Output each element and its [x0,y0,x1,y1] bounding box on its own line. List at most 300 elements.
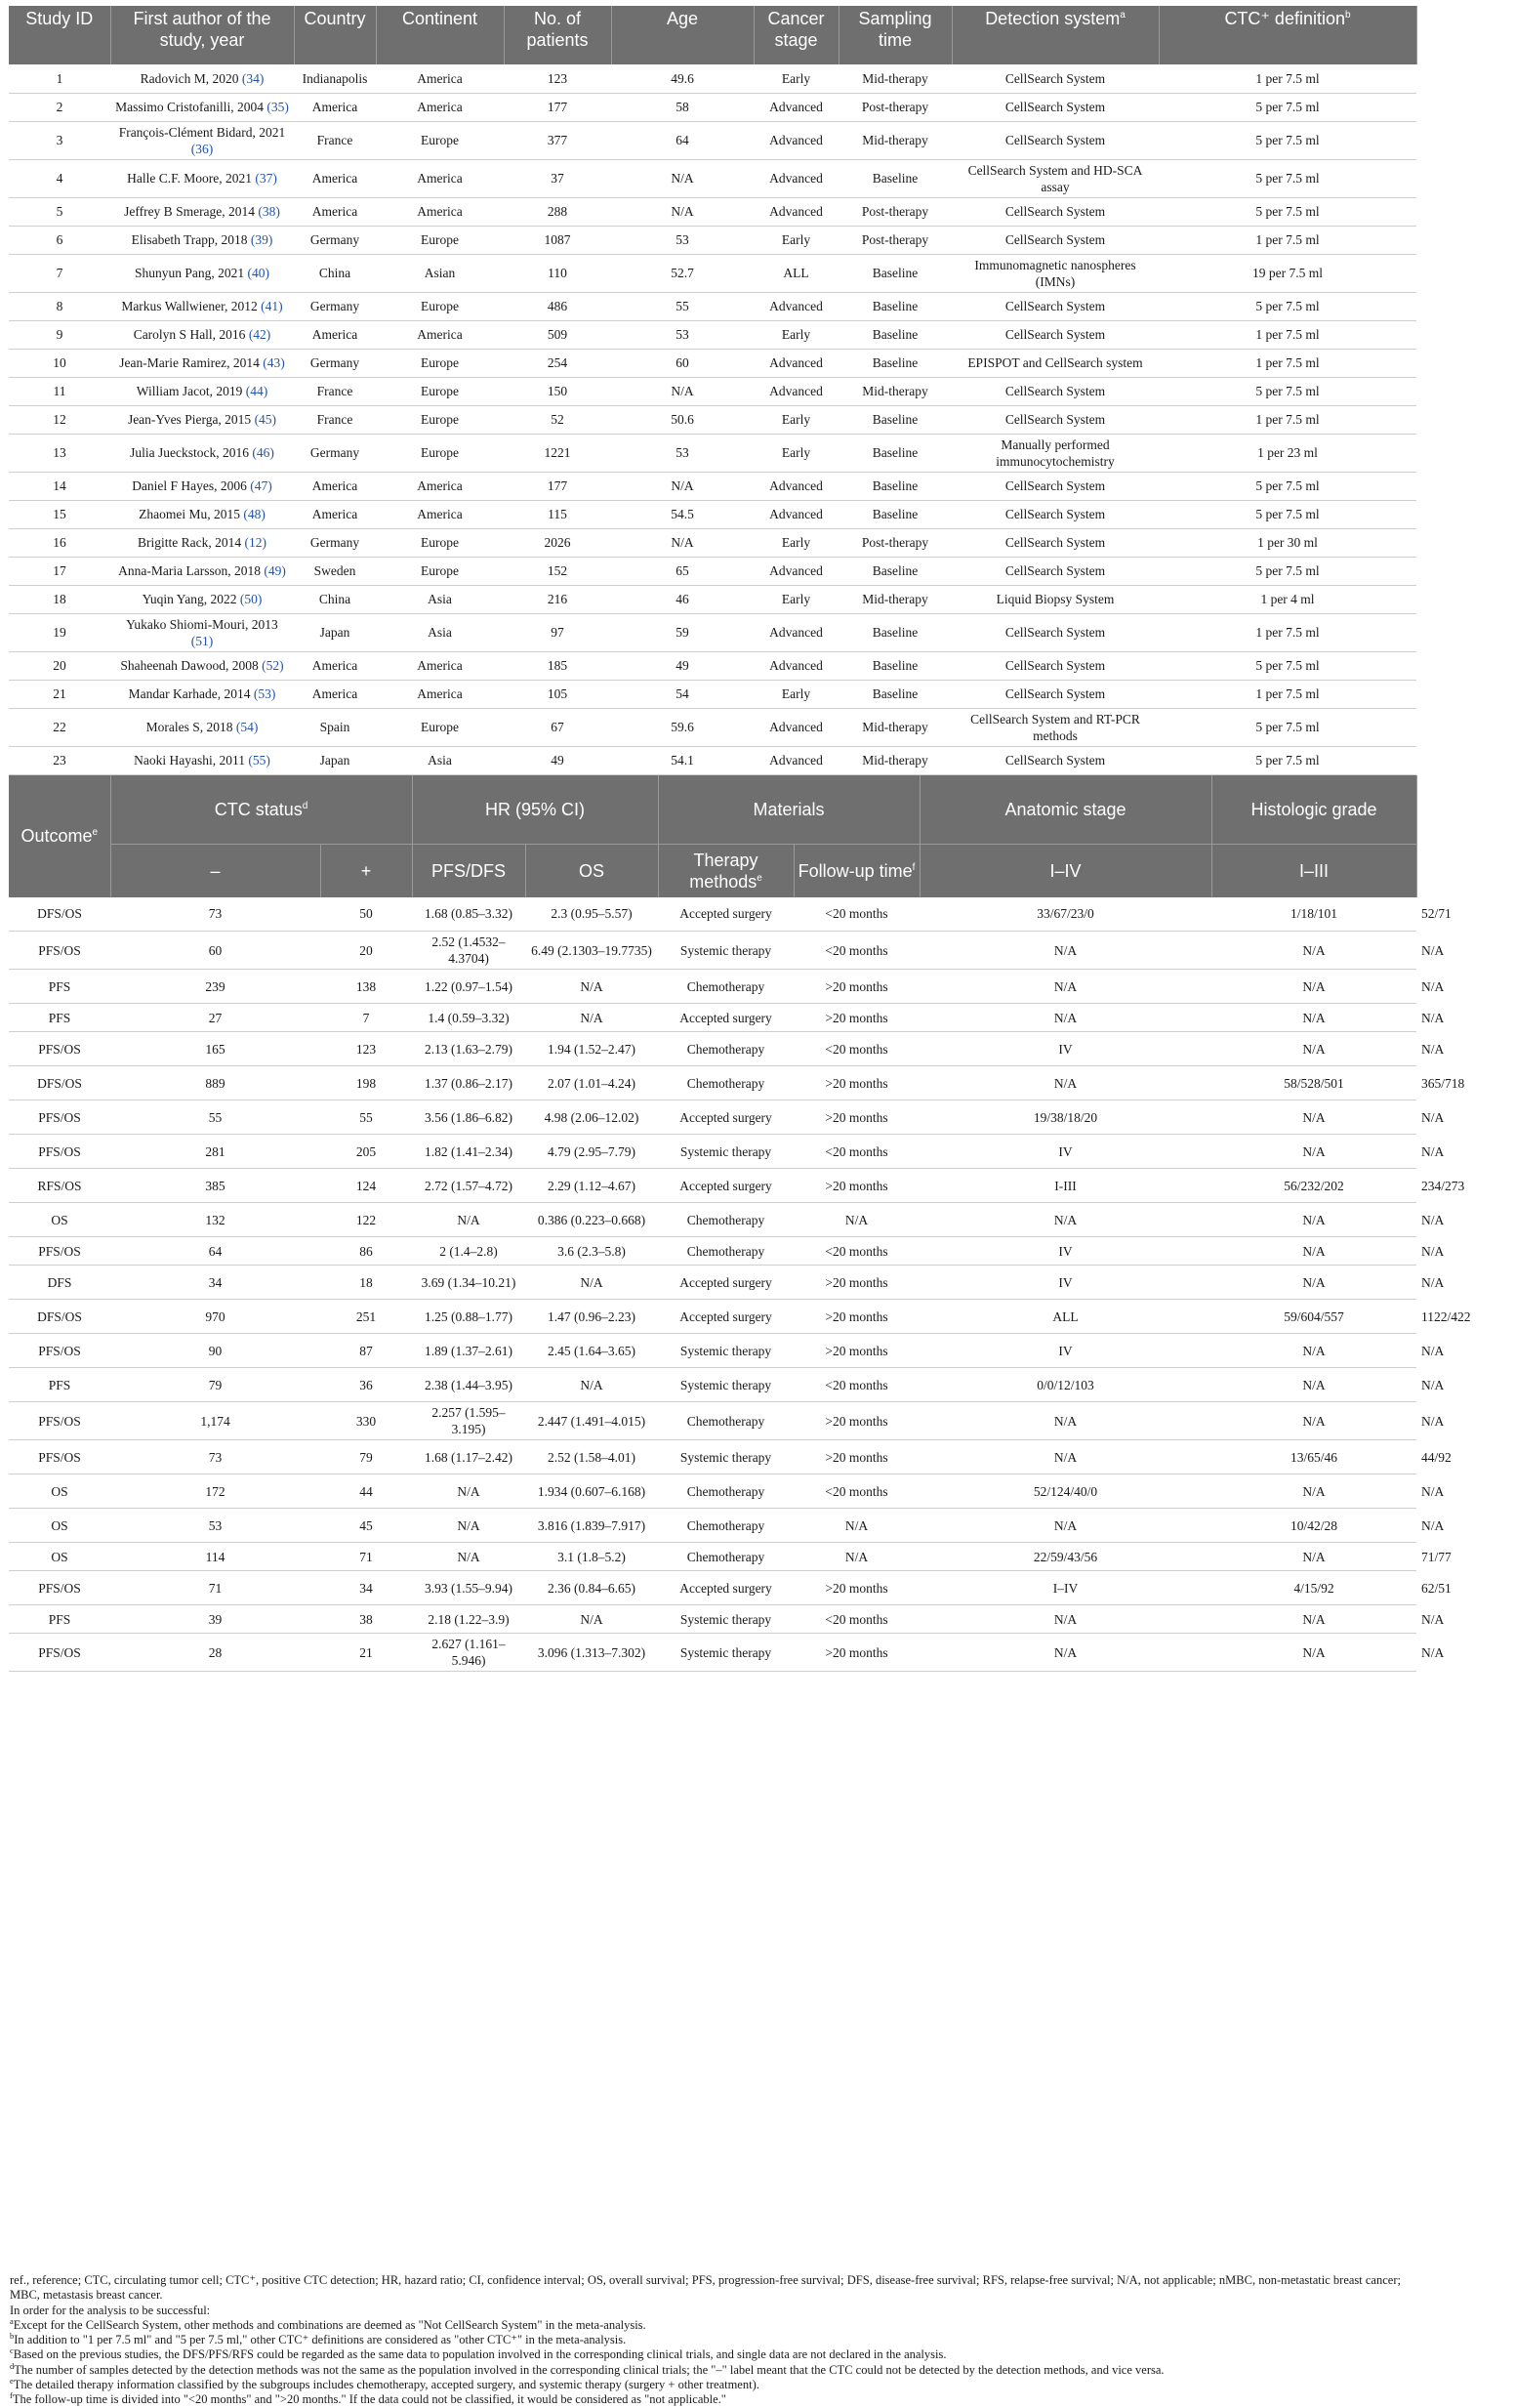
continent-cell: America [376,64,504,93]
hr-os-cell: 1.47 (0.96–2.23) [525,1300,658,1334]
author-cell [110,557,294,585]
stage-cell: Advanced [754,121,839,159]
histologic-grade-cell: 59/604/557 [1211,1300,1416,1334]
ctc-negative-cell: 73 [110,897,320,932]
study-id-cell: 13 [9,434,110,472]
reference-link[interactable]: (46) [252,445,274,460]
patients-cell: 377 [504,121,611,159]
stage-cell: Early [754,680,839,708]
header-ctc-negative: – [110,844,320,897]
author-name: Massimo Cristofanilli, 2004 [115,100,264,114]
study-id-cell: 16 [9,528,110,557]
country-cell: Japan [294,746,376,774]
reference-link[interactable]: (37) [255,171,277,186]
continent-cell: America [376,500,504,528]
reference-link[interactable]: (39) [250,232,273,247]
header-os: OS [525,844,658,897]
study-id-cell: 21 [9,680,110,708]
therapy-cell: Chemotherapy [658,1203,794,1237]
age-cell: N/A [611,159,754,197]
author-name: Julia Jueckstock, 2016 [130,445,249,460]
outcome-cell: DFS/OS [9,1066,110,1100]
histologic-grade-cell: N/A [1211,1334,1416,1368]
ctc-negative-cell: 114 [110,1543,320,1571]
author-name: Brigitte Rack, 2014 [138,535,242,550]
outcome-cell: DFS/OS [9,897,110,932]
header-materials: Materials [658,775,920,845]
ctc-positive-cell: 198 [320,1066,412,1100]
ctc-positive-cell: 34 [320,1571,412,1605]
detection-cell: CellSearch System [952,226,1159,254]
therapy-cell: Systemic therapy [658,1334,794,1368]
study-id-cell: 2 [9,93,110,121]
follow-up-cell: >20 months [794,1169,920,1203]
header-anatomic-stage: Anatomic stage [920,775,1211,845]
table-row [9,500,1416,528]
reference-link[interactable]: (44) [245,384,268,398]
outcome-cell: PFS/OS [9,1135,110,1169]
author-cell [110,349,294,377]
anatomic-stage-cell: N/A [920,970,1211,1004]
detection-cell: CellSearch System [952,557,1159,585]
histologic-grade-cell: N/A [1211,1135,1416,1169]
anatomic-stage-cell: 0/0/12/103 [920,1368,1211,1402]
author-name: Radovich M, 2020 [140,70,239,86]
therapy-cell: Accepted surgery [658,897,794,932]
patients-cell: 1221 [504,434,611,472]
histologic-grade-cell: N/A [1211,970,1416,1004]
follow-up-cell: N/A [794,1203,920,1237]
therapy-cell: Chemotherapy [658,1509,794,1543]
ctc-negative-cell: 39 [110,1605,320,1634]
outcome-cell: PFS/OS [9,1032,110,1066]
continent-cell: Europe [376,226,504,254]
ctc-positive-cell: 87 [320,1334,412,1368]
stage-cell: Advanced [754,349,839,377]
table-row [9,226,1416,254]
detection-cell: CellSearch System [952,64,1159,93]
country-cell: America [294,320,376,349]
sampling-cell: Baseline [839,292,952,320]
age-cell: 53 [611,226,754,254]
stage-cell: Early [754,64,839,93]
hr-os-cell: 3.816 (1.839–7.917) [525,1509,658,1543]
table-row: PFS/OS 73 79 1.68 (1.17–2.42) 2.52 (1.58–4.01) Systemic therapy >20 months N/A 13/65/46 44/92 [9,1440,1416,1474]
hr-pfs-cell: N/A [412,1509,525,1543]
author-name: Yukako Shiomi-Mouri, 2013 [126,616,278,632]
ctc-negative-cell: 55 [110,1100,320,1135]
table-row [9,292,1416,320]
ctc-definition-cell: 5 per 7.5 ml [1159,159,1416,197]
study-id-cell: 10 [9,349,110,377]
follow-up-cell: >20 months [794,1402,920,1440]
author-cell [110,254,294,292]
age-cell: 58 [611,93,754,121]
age-cell: N/A [611,377,754,405]
anatomic-stage-cell: N/A [920,932,1211,970]
table-row [9,121,1416,159]
table-row [9,434,1416,472]
reference-link[interactable]: (51) [190,633,214,648]
ctc-positive-cell: 38 [320,1605,412,1634]
stage-cell: Advanced [754,708,839,746]
ctc-definition-cell: 1 per 7.5 ml [1159,680,1416,708]
anatomic-stage-cell: N/A [920,1440,1211,1474]
anatomic-stage-cell: N/A [920,1605,1211,1634]
reference-link[interactable]: (41) [261,299,283,313]
hr-os-cell: 3.1 (1.8–5.2) [525,1543,658,1571]
ctc-negative-cell: 889 [110,1066,320,1100]
ctc-definition-cell: 1 per 7.5 ml [1159,226,1416,254]
detection-cell: CellSearch System [952,93,1159,121]
anatomic-stage-cell: I-III [920,1169,1211,1203]
study-id-cell: 4 [9,159,110,197]
histologic-grade-cell: N/A [1211,1032,1416,1066]
patients-cell: 49 [504,746,611,774]
anatomic-stage-cell: IV [920,1266,1211,1300]
ctc-positive-cell: 20 [320,932,412,970]
footnote-mark: d [10,2360,15,2371]
author-name: Naoki Hayashi, 2011 [134,753,245,768]
author-name: Zhaomei Mu, 2015 [139,507,240,521]
table1-header-row [9,6,1416,64]
age-cell: 59.6 [611,708,754,746]
hr-os-cell: 2.07 (1.01–4.24) [525,1066,658,1100]
anatomic-stage-cell: N/A [920,1203,1211,1237]
author-cell [110,405,294,434]
continent-cell: Europe [376,528,504,557]
author-cell [110,528,294,557]
table-row: PFS/OS 55 55 3.56 (1.86–6.82) 4.98 (2.06–12.02) Accepted surgery >20 months 19/38/18/20 N/A N/A [9,1100,1416,1135]
sampling-cell: Post-therapy [839,528,952,557]
age-cell: N/A [611,472,754,500]
footnote-item [10,2347,1415,2362]
footnote-mark: f [10,2390,13,2401]
ctc-negative-cell: 71 [110,1571,320,1605]
footnote-text: The follow-up time is divided into "<20 months" and ">20 months." If the data could not be classified, it would be considered as "not applicable." [12,2392,726,2407]
footnote-item [10,2378,1415,2392]
therapy-cell: Accepted surgery [658,1169,794,1203]
follow-up-cell: <20 months [794,1237,920,1266]
table-row [9,585,1416,613]
patients-cell: 1087 [504,226,611,254]
author-name: Shaheenah Dawood, 2008 [120,658,259,673]
outcome-cell: PFS/OS [9,932,110,970]
patients-cell: 185 [504,651,611,680]
header-therapy-methods: Therapy methods$^e$ [658,844,794,897]
study-id-cell: 11 [9,377,110,405]
table-row: OS 114 71 N/A 3.1 (1.8–5.2) Chemotherapy N/A 22/59/43/56 N/A 71/77 [9,1543,1416,1571]
hr-os-cell: 2.3 (0.95–5.57) [525,897,658,932]
footnote-text: The detailed therapy information classified by the subgroups includes chemotherapy, accepted surgery, and systemic therapy (surgery + other treatment). [13,2378,759,2392]
table-row: PFS 39 38 2.18 (1.22–3.9) N/A Systemic therapy <20 months N/A N/A N/A [9,1605,1416,1634]
therapy-cell: Chemotherapy [658,1237,794,1266]
footnote-item [10,2333,1415,2347]
table-row: PFS 79 36 2.38 (1.44–3.95) N/A Systemic therapy <20 months 0/0/12/103 N/A N/A [9,1368,1416,1402]
ctc-definition-cell: 1 per 7.5 ml [1159,320,1416,349]
ctc-definition-cell: 5 per 7.5 ml [1159,746,1416,774]
header-ctc-status: CTC status$^d$ [110,775,412,845]
age-cell: 59 [611,613,754,651]
table-row: PFS/OS 71 34 3.93 (1.55–9.94) 2.36 (0.84–6.65) Accepted surgery >20 months I–IV 4/15/92 62/51 [9,1571,1416,1605]
footnote-mark: c [10,2346,14,2356]
hr-pfs-cell: 1.82 (1.41–2.34) [412,1135,525,1169]
stage-cell: Advanced [754,557,839,585]
ctc-definition-cell: 5 per 7.5 ml [1159,93,1416,121]
ctc-definition-cell: 1 per 4 ml [1159,585,1416,613]
table2-header-row-1: Outcome$^e$ CTC status$^d$ HR (95% CI) Materials Anatomic stage Histologic grade Lymph node involvement [9,775,1416,845]
therapy-cell: Chemotherapy [658,1066,794,1100]
author-cell [110,472,294,500]
author-cell [110,64,294,93]
table-row: PFS/OS 281 205 1.82 (1.41–2.34) 4.79 (2.95–7.79) Systemic therapy <20 months IV N/A N/A [9,1135,1416,1169]
header-stage-range: I–IV [920,844,1211,897]
histologic-grade-cell: N/A [1211,1203,1416,1237]
footnote-mark: e [10,2376,14,2387]
reference-link[interactable]: (48) [243,507,266,521]
table-row: OS 172 44 N/A 1.934 (0.607–6.168) Chemotherapy <20 months 52/124/40/0 N/A N/A [9,1474,1416,1509]
header-age: Age [611,6,754,64]
author-cell [110,434,294,472]
therapy-cell: Chemotherapy [658,1402,794,1440]
ctc-positive-cell: 138 [320,970,412,1004]
reference-link[interactable]: (54) [235,720,259,734]
anatomic-stage-cell: 19/38/18/20 [920,1100,1211,1135]
sampling-cell: Baseline [839,680,952,708]
author-cell [110,585,294,613]
patients-cell: 150 [504,377,611,405]
abbreviations-note: ref., reference; CTC, circulating tumor cell; CTC⁺, positive CTC detection; HR, hazard ratio; CI, confidence interval; OS, overall survival; PFS, progression-free survival; DFS, disease-free survival; RFS, relapse-free survival; N/A, not applicable; nMBC, non-metastatic breast cancer; MBC, metastasis breast cancer. [10,2273,1401,2303]
reference-link[interactable]: (42) [248,327,271,342]
therapy-cell: Accepted surgery [658,1004,794,1032]
hr-pfs-cell: 3.56 (1.86–6.82) [412,1100,525,1135]
table-row: PFS/OS 28 21 2.627 (1.161–5.946) 3.096 (1.313–7.302) Systemic therapy >20 months N/A N/A N/A [9,1634,1416,1672]
ctc-positive-cell: 36 [320,1368,412,1402]
hr-pfs-cell: 2.627 (1.161–5.946) [412,1634,525,1672]
outcome-cell: PFS/OS [9,1402,110,1440]
anatomic-stage-cell: N/A [920,1004,1211,1032]
author-name: François-Clément Bidard, 2021 [118,124,286,140]
sampling-cell: Post-therapy [839,197,952,226]
reference-link[interactable]: (47) [250,478,272,493]
country-cell: Sweden [294,557,376,585]
author-name: William Jacot, 2019 [136,384,243,398]
outcome-cell: PFS/OS [9,1634,110,1672]
stage-cell: Early [754,528,839,557]
continent-cell: America [376,159,504,197]
reference-link[interactable]: (55) [248,753,270,768]
follow-up-cell: N/A [794,1543,920,1571]
detection-cell: CellSearch System [952,472,1159,500]
age-cell: 54.5 [611,500,754,528]
table-row [9,349,1416,377]
header-patients: No. of patients [504,6,611,64]
ctc-positive-cell: 18 [320,1266,412,1300]
author-cell [110,197,294,226]
table-row: PFS 239 138 1.22 (0.97–1.54) N/A Chemotherapy >20 months N/A N/A N/A [9,970,1416,1004]
ctc-positive-cell: 50 [320,897,412,932]
follow-up-cell: >20 months [794,1300,920,1334]
detection-cell: Immunomagnetic nanospheres (IMNs) [952,254,1159,292]
study-id-cell: 5 [9,197,110,226]
study-id-cell: 23 [9,746,110,774]
table-row [9,405,1416,434]
study-id-cell: 20 [9,651,110,680]
continent-cell: Europe [376,377,504,405]
hr-os-cell: N/A [525,1368,658,1402]
age-cell: 64 [611,121,754,159]
outcome-cell: PFS/OS [9,1571,110,1605]
follow-up-cell: <20 months [794,932,920,970]
ctc-negative-cell: 970 [110,1300,320,1334]
author-name: Markus Wallwiener, 2012 [121,299,258,313]
author-name: Jean-Marie Ramirez, 2014 [119,355,260,370]
reference-link[interactable]: (45) [254,412,277,427]
author-cell [110,121,294,159]
stage-cell: Early [754,320,839,349]
table-row: DFS/OS 889 198 1.37 (0.86–2.17) 2.07 (1.01–4.24) Chemotherapy >20 months N/A 58/528/501 365/718 [9,1066,1416,1100]
ctc-definition-cell: 1 per 7.5 ml [1159,405,1416,434]
ctc-negative-cell: 53 [110,1509,320,1543]
stage-cell: Advanced [754,292,839,320]
therapy-cell: Chemotherapy [658,970,794,1004]
author-cell [110,226,294,254]
table-row [9,197,1416,226]
detection-cell: CellSearch System [952,121,1159,159]
table-row: PFS/OS 165 123 2.13 (1.63–2.79) 1.94 (1.52–2.47) Chemotherapy <20 months IV N/A N/A [9,1032,1416,1066]
stage-cell: Advanced [754,613,839,651]
anatomic-stage-cell: N/A [920,1066,1211,1100]
continent-cell: Asian [376,254,504,292]
ctc-positive-cell: 122 [320,1203,412,1237]
ctc-negative-cell: 28 [110,1634,320,1672]
detection-cell: CellSearch System [952,405,1159,434]
age-cell: 49.6 [611,64,754,93]
reference-link[interactable]: (53) [253,686,276,701]
table-row: DFS 34 18 3.69 (1.34–10.21) N/A Accepted surgery >20 months IV N/A N/A [9,1266,1416,1300]
footnote-item [10,2392,1415,2407]
histologic-grade-cell: N/A [1211,1100,1416,1135]
reference-link[interactable]: (40) [247,266,269,280]
header-study-id: Study ID [9,6,110,64]
follow-up-cell: >20 months [794,1440,920,1474]
author-cell [110,159,294,197]
patients-cell: 123 [504,64,611,93]
header-outcome: Outcome$^e$ [9,775,110,897]
header-histologic-grade: Histologic grade [1211,775,1416,845]
reference-link[interactable]: (35) [266,100,289,114]
country-cell: America [294,159,376,197]
histologic-grade-cell: 56/232/202 [1211,1169,1416,1203]
histologic-grade-cell: N/A [1211,1605,1416,1634]
reference-link[interactable]: (50) [239,592,263,606]
outcome-cell: PFS/OS [9,1100,110,1135]
histologic-grade-cell: 13/65/46 [1211,1440,1416,1474]
continent-cell: Europe [376,292,504,320]
continent-cell: Europe [376,557,504,585]
stage-cell: Advanced [754,159,839,197]
author-name: Mandar Karhade, 2014 [128,686,251,701]
table-row: PFS 27 7 1.4 (0.59–3.32) N/A Accepted surgery >20 months N/A N/A N/A [9,1004,1416,1032]
ctc-positive-cell: 44 [320,1474,412,1509]
ctc-negative-cell: 132 [110,1203,320,1237]
footnote-item [10,2360,1415,2378]
country-cell: Spain [294,708,376,746]
anatomic-stage-cell: ALL [920,1300,1211,1334]
author-cell [110,93,294,121]
continent-cell: Europe [376,434,504,472]
follow-up-cell: <20 months [794,1605,920,1634]
therapy-cell: Systemic therapy [658,1440,794,1474]
patients-cell: 37 [504,159,611,197]
ctc-positive-cell: 205 [320,1135,412,1169]
age-cell: 49 [611,651,754,680]
reference-link[interactable]: (43) [263,355,285,370]
reference-link[interactable]: (52) [262,658,284,673]
sampling-cell: Baseline [839,613,952,651]
study-id-cell: 17 [9,557,110,585]
author-cell [110,746,294,774]
reference-link[interactable]: (12) [244,535,266,550]
therapy-cell: Accepted surgery [658,1266,794,1300]
therapy-cell: Chemotherapy [658,1474,794,1509]
table-row: DFS/OS 73 50 1.68 (0.85–3.32) 2.3 (0.95–5.57) Accepted surgery <20 months 33/67/23/0 1/18/101 52/71 [9,897,1416,932]
histologic-grade-cell: N/A [1211,1368,1416,1402]
author-name: Morales S, 2018 [145,720,233,734]
study-id-cell: 3 [9,121,110,159]
reference-link[interactable]: (36) [190,141,214,156]
histologic-grade-cell: N/A [1211,1237,1416,1266]
stage-cell: Early [754,434,839,472]
hr-os-cell: N/A [525,1004,658,1032]
follow-up-cell: N/A [794,1509,920,1543]
author-name: Anna-Maria Larsson, 2018 [118,563,261,578]
stage-cell: Advanced [754,197,839,226]
hr-os-cell: N/A [525,1266,658,1300]
patients-cell: 288 [504,197,611,226]
therapy-cell: Chemotherapy [658,1032,794,1066]
histologic-grade-cell: N/A [1211,1402,1416,1440]
follow-up-cell: >20 months [794,1100,920,1135]
sampling-cell: Baseline [839,557,952,585]
stage-cell: Early [754,405,839,434]
patients-cell: 110 [504,254,611,292]
continent-cell: America [376,93,504,121]
author-name: Elisabeth Trapp, 2018 [131,232,248,247]
ctc-negative-cell: 172 [110,1474,320,1509]
table-row [9,680,1416,708]
ctc-definition-cell: 5 per 7.5 ml [1159,197,1416,226]
ctc-positive-cell: 7 [320,1004,412,1032]
study-id-cell: 6 [9,226,110,254]
sampling-cell: Baseline [839,405,952,434]
header-author: First author of the study, year [110,6,294,64]
continent-cell: Asia [376,585,504,613]
analysis-intro-note: In order for the analysis to be successful: [10,2303,211,2317]
reference-link[interactable]: (34) [241,70,265,86]
reference-link[interactable]: (38) [258,204,280,219]
hr-os-cell: 1.934 (0.607–6.168) [525,1474,658,1509]
hr-pfs-cell: 2 (1.4–2.8) [412,1237,525,1266]
age-cell: 55 [611,292,754,320]
patients-cell: 97 [504,613,611,651]
follow-up-cell: >20 months [794,1334,920,1368]
ctc-negative-cell: 281 [110,1135,320,1169]
reference-link[interactable]: (49) [264,563,286,578]
therapy-cell: Systemic therapy [658,1135,794,1169]
patients-cell: 177 [504,472,611,500]
age-cell: 52.7 [611,254,754,292]
